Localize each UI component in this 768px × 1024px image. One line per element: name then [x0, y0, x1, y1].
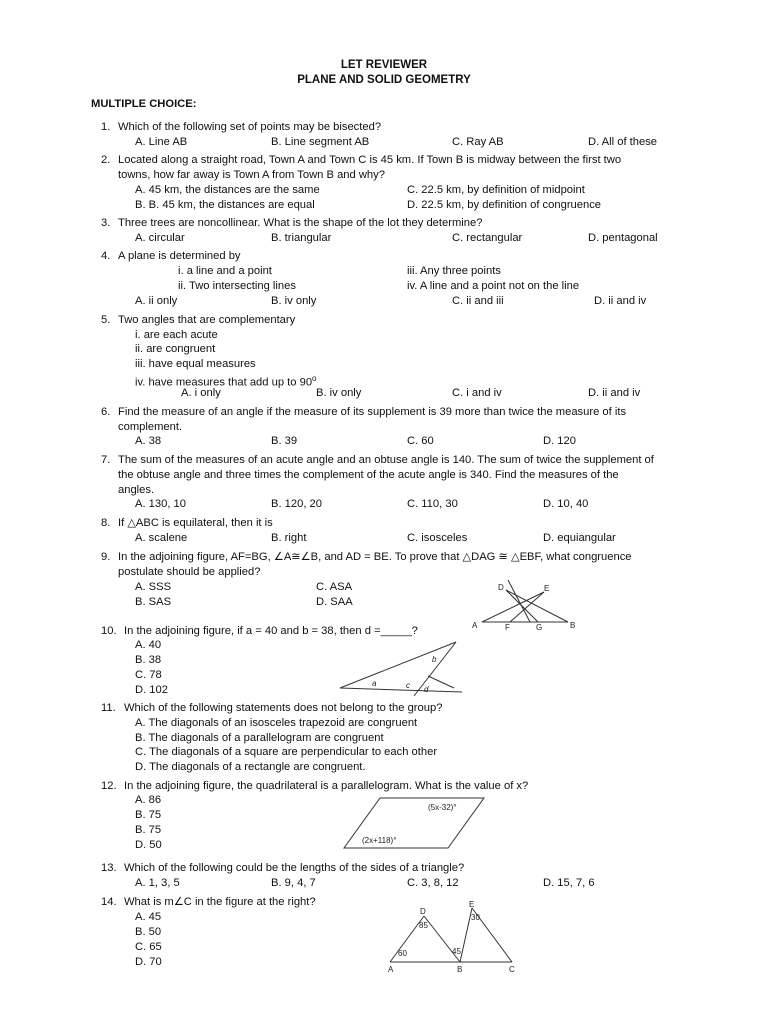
choice-d: D. 70	[135, 956, 162, 968]
choice-b: B. SAS	[135, 596, 172, 608]
question-text: If △ABC is equilateral, then it is	[118, 517, 273, 529]
label-d: D	[498, 583, 504, 592]
statement-i: i. are each acute	[135, 329, 218, 341]
choice-b: B. The diagonals of a parallelogram are congruent	[135, 732, 384, 744]
choice-d: D. SAA	[316, 596, 353, 608]
statement-iv	[135, 372, 317, 390]
choice-d: D. 102	[135, 684, 168, 696]
label-bottom-angle: (2x+118)°	[362, 836, 397, 845]
label-e: E	[469, 900, 475, 909]
question-text: Two angles that are complementary	[118, 314, 296, 326]
question-number: 5.	[101, 314, 111, 326]
choice-d: D. ii and iv	[594, 295, 647, 307]
choice-b: B. triangular	[271, 232, 332, 244]
choice-c: C. ii and iii	[452, 295, 504, 307]
label-top-angle: (5x-32)°	[428, 803, 457, 812]
choice-b: B. Line segment AB	[271, 136, 370, 148]
statement-ii: ii. Two intersecting lines	[178, 280, 296, 292]
choice-d: D. All of these	[588, 136, 658, 148]
label-a: a	[372, 679, 377, 688]
choice-a: A. 45 km, the distances are the same	[135, 184, 320, 196]
question-text: Three trees are noncollinear. What is the shape of the lot they determine?	[118, 217, 483, 229]
question-text-line-3: angles.	[118, 484, 155, 496]
ray-d	[428, 676, 454, 688]
angle-85: 85	[419, 921, 428, 930]
label-d: D	[420, 907, 426, 916]
label-b: B	[457, 965, 463, 974]
question-number: 1.	[101, 121, 111, 133]
question-text: In the adjoining figure, the quadrilateral is a parallelogram. What is the value of x?	[124, 780, 529, 792]
statement-iv-text: iv. have measures that add up to 90	[135, 376, 313, 389]
question-number: 6.	[101, 406, 111, 418]
choice-b: B. iv only	[271, 295, 317, 307]
choice-c: C. Ray AB	[452, 136, 504, 148]
choice-a: A. scalene	[135, 532, 188, 544]
choice-c: C. i and iv	[452, 387, 502, 399]
choice-c: C. 110, 30	[407, 498, 458, 510]
choice-b: B. right	[271, 532, 307, 544]
label-b: b	[432, 655, 437, 664]
choice-b: B. 9, 4, 7	[271, 877, 316, 889]
statement-i: i. a line and a point	[178, 265, 272, 277]
choice-d: D. ii and iv	[588, 387, 641, 399]
question-text-line-2: towns, how far away is Town A from Town B and why?	[118, 169, 385, 181]
choice-c: B. 75	[135, 824, 162, 836]
label-d: d	[424, 685, 429, 694]
choice-c: C. The diagonals of a square are perpendicular to each other	[135, 746, 438, 758]
degree-mark: o	[312, 374, 317, 383]
question-number: 14.	[101, 896, 117, 908]
choice-d: D. The diagonals of a rectangle are congruent.	[135, 761, 366, 773]
choice-c: C. 22.5 km, by definition of midpoint	[407, 184, 585, 196]
figure-q12-parallelogram	[340, 794, 490, 854]
figure-q10-angles	[336, 636, 466, 698]
label-c: c	[406, 681, 410, 690]
choice-a: A. 38	[135, 435, 162, 447]
question-text: Which of the following statements does not belong to the group?	[124, 702, 443, 714]
figure-q9-triangles	[470, 578, 580, 634]
choice-c: C. isosceles	[407, 532, 468, 544]
choice-a: A. 86	[135, 794, 162, 806]
choice-a: A. 40	[135, 639, 162, 651]
choice-a: A. The diagonals of an isosceles trapezoid are congruent	[135, 717, 418, 729]
choice-d: D. 120	[543, 435, 576, 447]
question-number: 13.	[101, 862, 117, 874]
document-subtitle: PLANE AND SOLID GEOMETRY	[297, 74, 471, 86]
ray-lower	[340, 688, 462, 692]
choice-c: C. 65	[135, 941, 162, 953]
figure-q14-triangles	[382, 900, 522, 975]
choice-d: D. pentagonal	[588, 232, 658, 244]
question-number: 2.	[101, 154, 111, 166]
question-text: In the adjoining figure, if a = 40 and b = 38, then d =_____?	[124, 625, 418, 637]
statement-iii: iii. have equal measures	[135, 358, 256, 370]
choice-d: D. 10, 40	[543, 498, 589, 510]
question-number: 7.	[101, 454, 111, 466]
choice-a: A. Line AB	[135, 136, 188, 148]
document-title: LET REVIEWER	[340, 59, 428, 71]
question-text-line-1: In the adjoining figure, AF=BG, ∠A≅∠B, and AD = BE. To prove that △DAG ≅ △EBF, what congruence	[118, 551, 632, 563]
angle-30: 30	[471, 913, 480, 922]
question-number: 12.	[101, 780, 117, 792]
question-number: 10.	[101, 625, 117, 637]
question-number: 3.	[101, 217, 111, 229]
choice-c: C. 78	[135, 669, 162, 681]
choice-a: A. 1, 3, 5	[135, 877, 180, 889]
choice-a: A. 45	[135, 911, 162, 923]
question-number: 8.	[101, 517, 111, 529]
label-c: C	[509, 965, 515, 974]
label-b: B	[570, 621, 576, 630]
question-number: 11.	[101, 702, 116, 714]
question-text: Which of the following could be the lengths of the sides of a triangle?	[124, 862, 465, 874]
question-text-line-2: complement.	[118, 421, 183, 433]
label-g: G	[536, 623, 543, 632]
question-text-line-1: Find the measure of an angle if the measure of its supplement is 39 more than twice the measure of its	[118, 406, 627, 418]
choice-b: B. 50	[135, 926, 162, 938]
choice-d: D. 50	[135, 839, 162, 851]
choice-c: C. 3, 8, 12	[407, 877, 459, 889]
choice-d: D. 15, 7, 6	[543, 877, 595, 889]
label-e: E	[544, 584, 550, 593]
choice-b: B. iv only	[316, 387, 362, 399]
choice-a: A. i only	[181, 387, 221, 399]
choice-b: B. 38	[135, 654, 162, 666]
question-text: Which of the following set of points may be bisected?	[118, 121, 382, 133]
angle-60: 60	[398, 949, 407, 958]
statement-ii: ii. are congruent	[135, 343, 216, 355]
question-text-line-2: the obtuse angle and three times the complement of the acute angle is 340. Find the measures of the	[118, 469, 619, 481]
choice-c: C. 60	[407, 435, 434, 447]
choice-a: A. ii only	[135, 295, 178, 307]
choice-d: D. equiangular	[543, 532, 616, 544]
choice-b: B. B. 45 km, the distances are equal	[135, 199, 315, 211]
question-number: 4.	[101, 250, 111, 262]
question-text: What is m∠C in the figure at the right?	[124, 896, 316, 908]
angle-45: 45	[452, 947, 461, 956]
choice-b: B. 39	[271, 435, 298, 447]
question-number: 9.	[101, 551, 111, 563]
statement-iv: iv. A line and a point not on the line	[407, 280, 580, 292]
question-text: A plane is determined by	[118, 250, 241, 262]
label-a: A	[472, 621, 478, 630]
choice-c: C. rectangular	[452, 232, 523, 244]
question-text-line-2: postulate should be applied?	[118, 566, 261, 578]
choice-a: A. SSS	[135, 581, 172, 593]
label-a: A	[388, 965, 394, 974]
choice-d: D. 22.5 km, by definition of congruence	[407, 199, 602, 211]
question-text-line-1: The sum of the measures of an acute angle and an obtuse angle is 140. The sum of twice the supplement of	[118, 454, 654, 466]
choice-a: A. 130, 10	[135, 498, 187, 510]
choice-c: C. ASA	[316, 581, 353, 593]
label-f: F	[505, 623, 510, 632]
choice-a: A. circular	[135, 232, 185, 244]
choice-b: B. 75	[135, 809, 162, 821]
section-heading: MULTIPLE CHOICE:	[91, 98, 197, 110]
choice-b: B. 120, 20	[271, 498, 323, 510]
question-text-line-1: Located along a straight road, Town A and Town C is 45 km. If Town B is midway between the first two	[118, 154, 622, 166]
statement-iii: iii. Any three points	[407, 265, 501, 277]
